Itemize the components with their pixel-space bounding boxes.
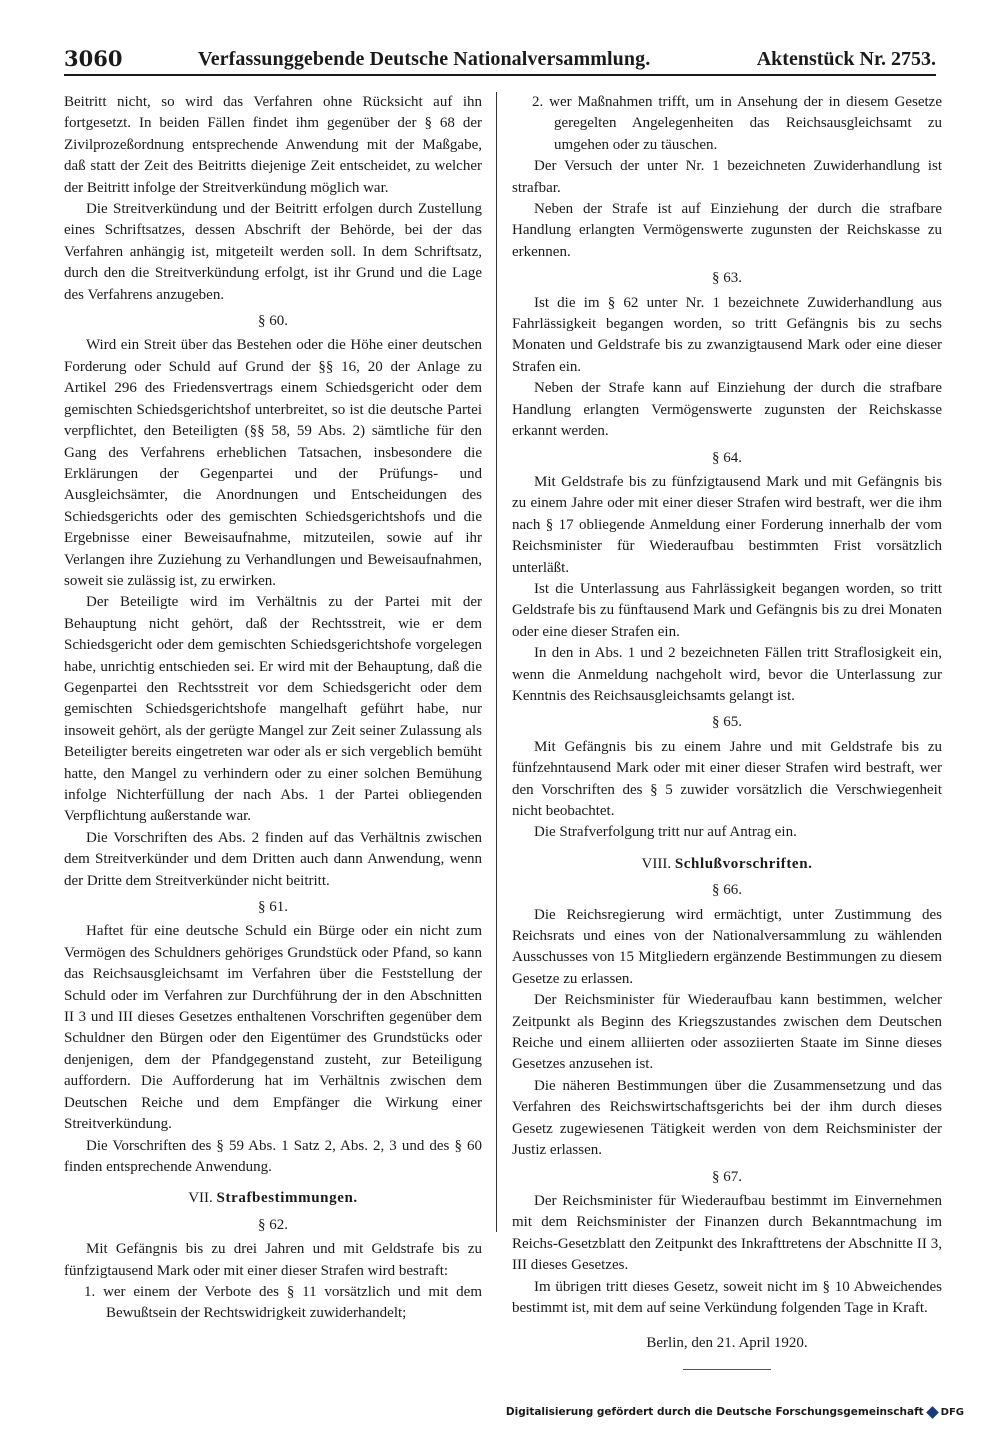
section-heading-65: § 65.: [712, 714, 742, 731]
paragraph: Die Reichsregierung wird ermächtigt, unter Zustimmung des Reichsrats und eines von der Nationalversammlung zu wählenden Ausschusses von 15 Mitgliedern ergänzende Bestimmungen zu diesem Gesetze zu erlassen.: [512, 906, 942, 987]
document-reference: Aktenstück Nr. 2753.: [756, 48, 936, 70]
section-heading-66: § 66.: [712, 882, 742, 899]
end-rule: [683, 1369, 771, 1370]
paragraph: In den in Abs. 1 und 2 bezeichneten Fällen tritt Straflosigkeit ein, wenn die Anmeldung nachgeholt wird, bevor die Unterlassung zur Kenntnis des Reichsausgleichsamts gelangt ist.: [512, 645, 942, 704]
paragraph: Ist die im § 62 unter Nr. 1 bezeichnete Zuwiderhandlung aus Fahrlässigkeit begangen worden, so tritt Gefängnis bis zu sechs Monaten und Geldstrafe bis zu zwanzigtausend Mark oder eine dieser Strafen ein.: [512, 294, 942, 375]
paragraph: Die Vorschriften des Abs. 2 finden auf das Verhältnis zwischen dem Streitverkünder und dem Dritten auch dann Anwendung, wenn der Dritte dem Streitverkünder nicht beitritt.: [64, 829, 482, 889]
page-header: [64, 44, 936, 76]
section-heading-61: § 61.: [258, 899, 288, 916]
section-heading-64: § 64.: [712, 449, 742, 466]
paragraph: Der Beteiligte wird im Verhältnis zu der Partei mit der Behauptung nicht gehört, daß der Rechtsstreit, wie er dem Schiedsgericht oder dem gemischten Schiedsgerichtshofe vorgelegen habe, unrichtig entschieden sei. Er wird mit der Behauptung, daß die Gegenpartei den Rechtsstreit vor dem Schiedsgericht oder dem gemischten Schiedsgerichtshofe mangelhaft geführt habe, nur insoweit gehört, als der gerügte Mangel zur Zeit seiner Zulassung als Beteiligter bereits eingetreten war oder als er sich vergeblich bemüht hatte, den Mangel zu verhindern oder zu einer solchen Bemühung infolge Nichterfüllung der nach Abs. 1 der Partei obliegenden Verpflichtung außerstande war.: [64, 594, 482, 825]
list-item: 1. wer einem der Verbote des § 11 vorsätzlich und mit dem Bewußtsein der Rechtswidrigkeit zuwiderhandelt;: [84, 1283, 482, 1322]
paragraph: Beitritt nicht, so wird das Verfahren ohne Rücksicht auf ihn fortgesetzt. In beiden Fällen findet ihm gegenüber der § 68 der Zivilprozeßordnung entsprechende Anwendung mit der Maßgabe, daß statt der Zeit des Beitritts diejenige Zeit entscheidet, zu welcher der Beitritt infolge der Streitverkündung möglich war.: [64, 94, 482, 196]
paragraph: Die Streitverkündung und der Beitritt erfolgen durch Zustellung eines Schriftsatzes, dessen Abschrift der Behörde, bei der das Verfahren anhängig ist, mitgeteilt werden soll. In dem Schriftsatz, durch den die Streitverkündung erfolgt, ist ihr Grund und die Lage des Verfahrens anzugeben.: [64, 201, 482, 303]
paragraph: Der Reichsminister für Wiederaufbau kann bestimmen, welcher Zeitpunkt als Beginn des Kriegszustandes zwischen dem Deutschen Reiche und einem alliierten oder assoziierten Staate im Sinne dieses Gesetzes anzusehen ist.: [512, 992, 942, 1073]
chapter-title: Strafbestimmungen.: [216, 1190, 358, 1207]
section-heading-62: § 62.: [258, 1216, 288, 1233]
paragraph: Mit Gefängnis bis zu einem Jahre und mit Geldstrafe bis zu fünfzehntausend Mark oder mit einer dieser Strafen wird bestraft, wer den Vorschriften des § 5 zuwider vorsätzlich die Verschwiegenheit nicht beobachtet.: [512, 738, 942, 819]
paragraph: Ist die Unterlassung aus Fahrlässigkeit begangen worden, so tritt Geldstrafe bis zu fünftausend Mark und Gefängnis bis zu drei Monaten oder eine dieser Strafen ein.: [512, 580, 942, 640]
dfg-logo: [928, 1407, 964, 1418]
section-heading-67: § 67.: [712, 1168, 742, 1185]
paragraph: Die näheren Bestimmungen über die Zusammensetzung und das Verfahren des Reichswirtschaftsgerichts bei der ihm durch dieses Gesetz zugewiesenen Tätigkeit werden von dem Reichsminister der Justiz erlassen.: [512, 1077, 942, 1159]
paragraph: Der Versuch der unter Nr. 1 bezeichneten Zuwiderhandlung ist strafbar.: [512, 158, 942, 196]
paragraph: Neben der Strafe kann auf Einziehung der durch die strafbare Handlung erlangten Vermögenswerte zugunsten der Reichskasse erkannt werden.: [512, 380, 942, 440]
paragraph: Haftet für eine deutsche Schuld ein Bürge oder ein nicht zum Vermögen des Schuldners gehöriges Grundstück oder Pfand, so kann das Reichsausgleichsamt im Verfahren über die Feststellung der Schuld oder im Verfahren zur Durchführung der in den Abschnitten II 3 und III dieses Gesetzes enthaltenen Vorschriften gegenüber dem Schuldner den Bürgen oder den Eigentümer des Grundstücks oder denjenigen, dem der Pfandgegenstand zusteht, zur Beteiligung auffordern. Die Aufforderung hat im Verhältnis zwischen dem Deutschen Reiche und dem Empfänger die Wirkung einer Streitverkündung.: [64, 923, 482, 1133]
left-column: [64, 92, 482, 1325]
paragraph: Die Strafverfolgung tritt nur auf Antrag ein.: [534, 824, 797, 841]
digitization-credit: [506, 1402, 964, 1422]
list-item: 2. wer Maßnahmen trifft, um in Ansehung der in diesem Gesetze geregelten Angelegenheiten das Reichsausgleichsamt zu umgehen oder zu täuschen.: [532, 94, 942, 153]
paragraph: Der Reichsminister für Wiederaufbau bestimmt im Einvernehmen mit dem Reichsminister der Finanzen durch Bekanntmachung im Reichs-Gesetzblatt den Zeitpunkt des Inkrafttretens der Abschnitte II 3, III dieses Gesetzes.: [512, 1192, 942, 1274]
closing-date-line: Berlin, den 21. April 1920.: [646, 1335, 808, 1352]
chapter-heading-8: [512, 854, 942, 875]
paragraph: Neben der Strafe ist auf Einziehung der durch die strafbare Handlung erlangten Vermögenswerte zugunsten der Reichskasse zu erkennen.: [512, 201, 942, 260]
credit-text: Digitalisierung gefördert durch die Deutsche Forschungsgemeinschaft: [505, 1406, 924, 1418]
section-heading-63: § 63.: [712, 270, 742, 287]
section-heading-60: § 60.: [258, 313, 288, 330]
dfg-diamond-icon: [926, 1406, 939, 1419]
chapter-heading-7: [64, 1188, 482, 1209]
paragraph: Mit Geldstrafe bis zu fünfzigtausend Mark und mit Gefängnis bis zu einem Jahre oder mit einer dieser Strafen wird bestraft, wer die ihm nach § 17 obliegende Anmeldung einer Forderung innerhalb der vom Reichsminister für Wiederaufbau bestimmten Frist vorsätzlich unterläßt.: [512, 473, 942, 576]
dfg-logo-text: DFG: [940, 1406, 964, 1418]
right-column: [512, 92, 942, 1370]
chapter-number: VII.: [188, 1190, 213, 1207]
chapter-title: Schlußvorschriften.: [674, 855, 813, 872]
paragraph: Im übrigen tritt dieses Gesetz, soweit nicht im § 10 Abweichendes bestimmt ist, mit dem auf seine Verkündung folgenden Tage in Kraft.: [512, 1278, 942, 1316]
column-divider: [496, 92, 497, 1232]
page-number: 3060: [64, 46, 123, 71]
paragraph: Die Vorschriften des § 59 Abs. 1 Satz 2, Abs. 2, 3 und des § 60 finden entsprechende Anwendung.: [64, 1137, 482, 1175]
running-title: Verfassunggebende Deutsche Nationalversammlung.: [198, 48, 651, 70]
chapter-number: VIII.: [641, 855, 672, 872]
paragraph: Mit Gefängnis bis zu drei Jahren und mit Geldstrafe bis zu fünfzigtausend Mark oder mit einer dieser Strafen wird bestraft:: [64, 1241, 482, 1279]
paragraph: Wird ein Streit über das Bestehen oder die Höhe einer deutschen Forderung oder Schuld auf Grund der §§ 16, 20 der Anlage zu Artikel 296 des Friedensvertrags einem Schiedsgericht oder dem gemischten Schiedsgerichtshof unterbreitet, so ist die deutsche Partei verpflichtet, den Beteiligten (§§ 58, 59 Abs. 2) sämtliche für den Gang des Verfahrens erheblichen Tatsachen, insbesondere die Erklärungen der Gegenpartei und der Prüfungs- und Ausgleichsämter, die Anordnungen und Entscheidungen des Schiedsgerichts oder des gemischten Schiedsgerichtshofs und die Ergebnisse einer Beweisaufnahme, mitzuteilen, sowie auf ihr Verlangen ihre Zuziehung zu Verhandlungen und Beweisaufnahmen, soweit sie zulässig ist, zu erwirken.: [64, 337, 482, 589]
